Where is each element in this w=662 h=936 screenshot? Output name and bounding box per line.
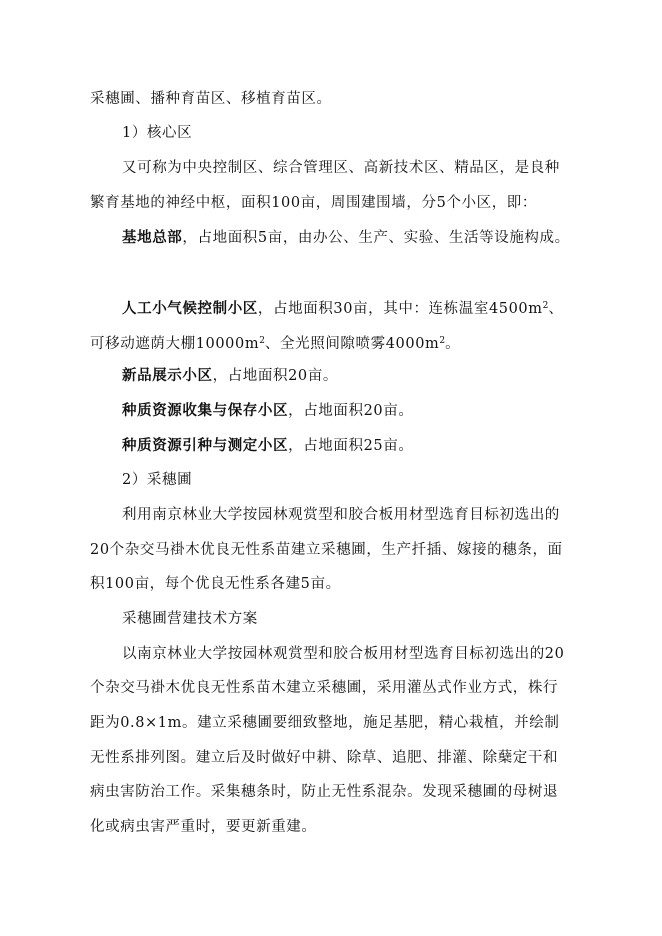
text-line [122, 366, 338, 386]
text-line: 以南京林业大学按园林观赏型和胶合板用材型选育目标初选出的20 [122, 646, 565, 662]
bold-term: 种质资源引种与测定小区 [122, 437, 289, 454]
text-line [122, 296, 563, 319]
superscript: 2 [439, 336, 446, 346]
section-heading-core: 1）核心区 [122, 125, 193, 141]
text-run: ，占地面积5亩，由办公、生产、实验、生活等设施构成。 [182, 230, 570, 246]
text-line: 个杂交马褂木优良无性系苗木建立采穗圃，采用灌丛式作业方式，株行 [90, 680, 559, 696]
text-line: 利用南京林业大学按园林观赏型和胶合板用材型选育目标初选出的 [122, 507, 560, 523]
text-run: ，占地面积30亩，其中：连栋温室4500m [257, 301, 543, 317]
text-line: 又可称为中央控制区、综合管理区、高新技术区、精品区，是良种 [122, 160, 560, 176]
text-run: 可移动遮荫大棚10000m [90, 336, 260, 352]
superscript: 2 [259, 336, 265, 346]
bold-term: 种质资源收集与保存小区 [122, 402, 289, 419]
text-line [122, 436, 413, 456]
bold-term: 人工小气候控制小区 [122, 300, 258, 317]
text-run: ，占地面积20亩。 [212, 368, 338, 384]
text-line: 病虫害防治工作。采集穗条时，防止无性系混杂。发现采穗圃的母树退 [90, 784, 559, 800]
text-line [122, 228, 570, 248]
text-run: 、 [548, 301, 564, 317]
text-line: 积100亩，每个优良无性系各建5亩。 [90, 576, 341, 592]
bold-term: 新品展示小区 [122, 367, 213, 384]
text-line: 20个杂交马褂木优良无性系苗建立采穗圃，生产扦插、嫁接的穗条，面 [90, 542, 563, 558]
text-line: 无性系排列图。建立后及时做好中耕、除草、追肥、排灌、除蘖定干和 [90, 750, 559, 766]
text-line [122, 401, 413, 421]
bold-term: 基地总部 [122, 229, 183, 246]
text-line: 繁育基地的神经中枢，面积100亩，周围建围墙，分5个小区，即： [90, 195, 537, 211]
text-run: ，占地面积20亩。 [288, 403, 414, 419]
subheading: 采穗圃营建技术方案 [122, 611, 258, 627]
text-line: 距为0.8×1m。建立采穗圃要细致整地，施足基肥，精心栽植，并绘制 [90, 715, 560, 731]
text-line [90, 331, 460, 354]
text-line: 采穗圃、播种育苗区、移植育苗区。 [90, 91, 332, 107]
text-line: 化或病虫害严重时，要更新重建。 [90, 819, 317, 835]
text-run: 。 [445, 336, 461, 352]
text-run: ，占地面积25亩。 [288, 438, 414, 454]
text-run: 、全光照间隙喷雾4000m [264, 336, 440, 352]
superscript: 2 [542, 301, 549, 311]
section-heading-scion: 2）采穗圃 [122, 472, 193, 488]
